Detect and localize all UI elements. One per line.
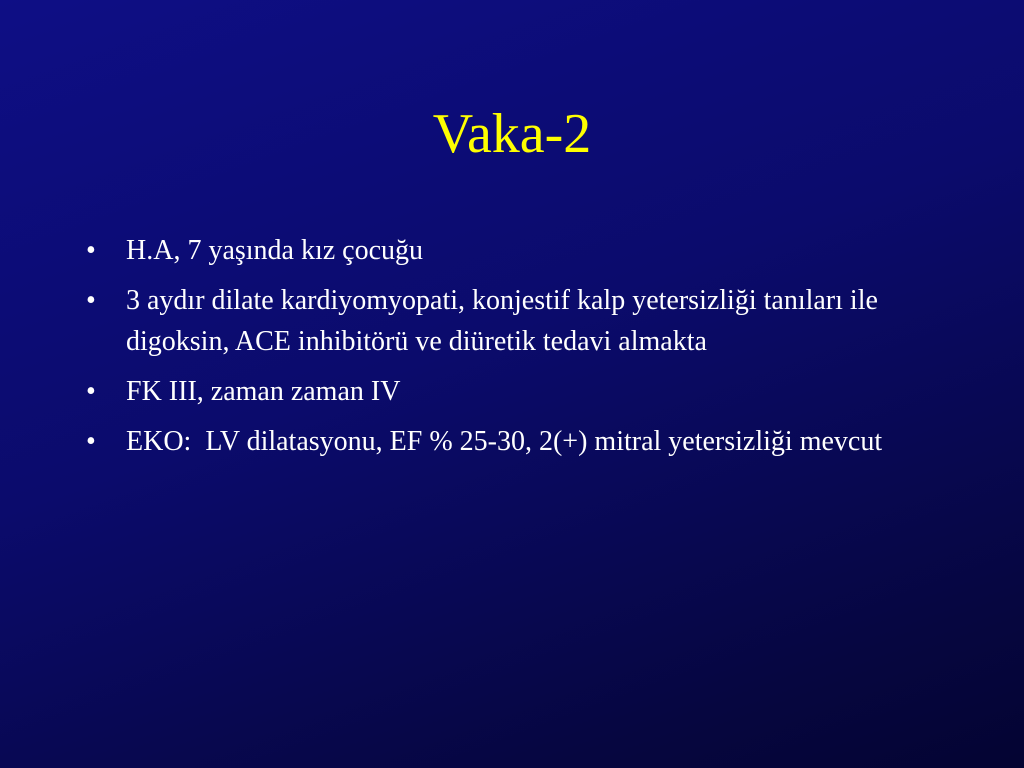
bullet-item-echo <box>86 421 946 462</box>
bullet-marker: • <box>86 376 96 407</box>
bullet-list <box>86 230 946 471</box>
bullet-text: EKO: LV dilatasyonu, EF % 25-30, 2(+) mitral yetersizliği mevcut <box>126 426 883 457</box>
bullet-text: FK III, zaman zaman IV <box>126 376 401 407</box>
bullet-text: 3 aydır dilate kardiyomyopati, konjestif kalp yetersizliği tanıları ile digoksin, ACE inhibitörü ve diüretik tedavi almakta <box>126 285 878 357</box>
bullet-marker: • <box>86 426 96 457</box>
bullet-item-history <box>86 280 946 362</box>
bullet-marker: • <box>86 285 96 316</box>
bullet-text: H.A, 7 yaşında kız çocuğu <box>126 235 424 266</box>
bullet-item-patient <box>86 230 946 271</box>
bullet-marker: • <box>86 235 96 266</box>
slide-title: Vaka-2 <box>432 103 592 165</box>
bullet-item-functional-class <box>86 371 946 412</box>
